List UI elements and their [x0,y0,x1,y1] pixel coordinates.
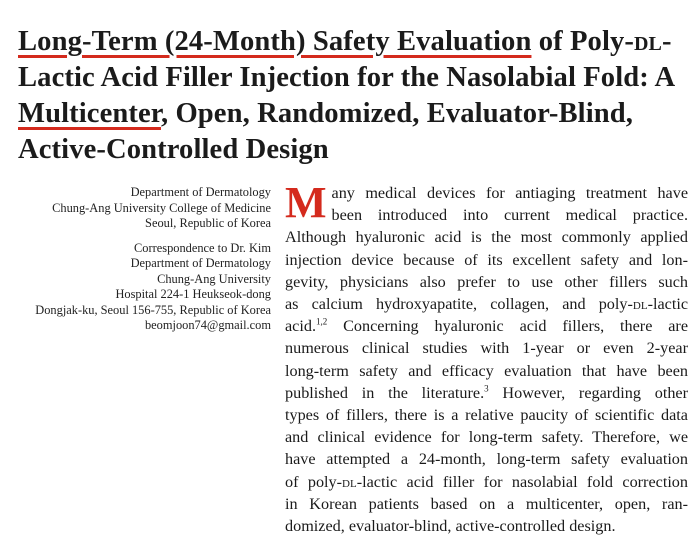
body-text-segment: However, regarding other [488,383,689,402]
correspondence-line: Department of Dermatology [130,256,271,270]
body-line: types of fillers, there is a relative paucity of scientific data [285,406,688,425]
body-line [285,471,688,493]
title-text-segment: -Lactic Acid Filler Injection for the Nasolabial Fold: A [18,26,674,93]
correspondence-line: Hospital 224-1 Heukseok-dong [115,287,271,301]
body-line: long-term safety and efficacy evaluation that have been [285,361,688,380]
drop-cap-letter: M [285,178,327,227]
department-block [11,185,271,232]
citation-superscript: 1,2 [316,316,328,327]
body-line: have attempted a 24-month, long-term safety evaluation [285,450,688,469]
affiliation-line: Department of Dermatology [130,185,271,199]
body-line: been introduced into current medical practice. [331,206,688,225]
body-text-segment: of poly- [285,472,343,491]
body-text-segment: Concerning hyaluronic acid fillers, there are [327,317,688,336]
correspondence-line: Dongjak-ku, Seoul 156-755, Republic of Korea [35,302,271,317]
body-line: numerous clinical studies with 1-year or even 2-year [285,339,688,358]
body-line: Although hyaluronic acid is the most commonly applied [285,228,688,247]
title-text-segment: of Poly- [531,26,635,57]
correspondence-line: Chung-Ang University [157,271,271,286]
body-line: in Korean patients based on a multicenter, open, ran- [285,494,688,513]
article-title [18,24,688,168]
body-text-segment: -lactic [647,295,688,314]
body-line: any medical devices for antiaging treatment have [331,184,688,202]
body-line [285,293,688,315]
author-affiliation [11,185,271,343]
affiliation-line: Seoul, Republic of Korea [145,216,271,230]
affiliation-line: Chung-Ang University College of Medicine [52,200,271,215]
correspondence-email: beomjoon74@gmail.com [144,318,271,332]
title-text-segment: , Open, Randomized, Evaluator-Blind, Active-Controlled Design [18,98,633,165]
smallcaps-dl: dl [342,472,357,491]
body-text-segment: as calcium hydroxyapatite, collagen, and poly- [285,295,633,314]
body-text-segment: acid. [285,317,317,336]
body-line-cut: domized, evaluator-blind, active-controlled design. [285,517,616,536]
correspondence-line: Correspondence to Dr. Kim [134,240,271,255]
article-body [285,178,689,536]
body-line: injection device because of its excellent safety and lon- [285,250,688,269]
body-line: gevity, physicians also prefer to use other fillers such [285,272,688,291]
body-text-segment: -lactic acid filler for nasolabial fold correction [356,472,688,491]
title-smallcaps-dl: dl [634,26,662,57]
title-underlined-multicenter: Multicenter [18,98,161,129]
body-text-segment: published in the literature. [285,383,485,402]
body-line [285,382,688,404]
body-line: and clinical evidence for long-term safety. Therefore, we [285,428,688,447]
title-underlined-phrase: Long-Term (24-Month) Safety Evaluation [18,26,532,57]
smallcaps-dl: dl [632,295,648,314]
citation-superscript: 3 [484,383,489,394]
body-line [285,315,688,337]
correspondence-block [11,241,271,334]
